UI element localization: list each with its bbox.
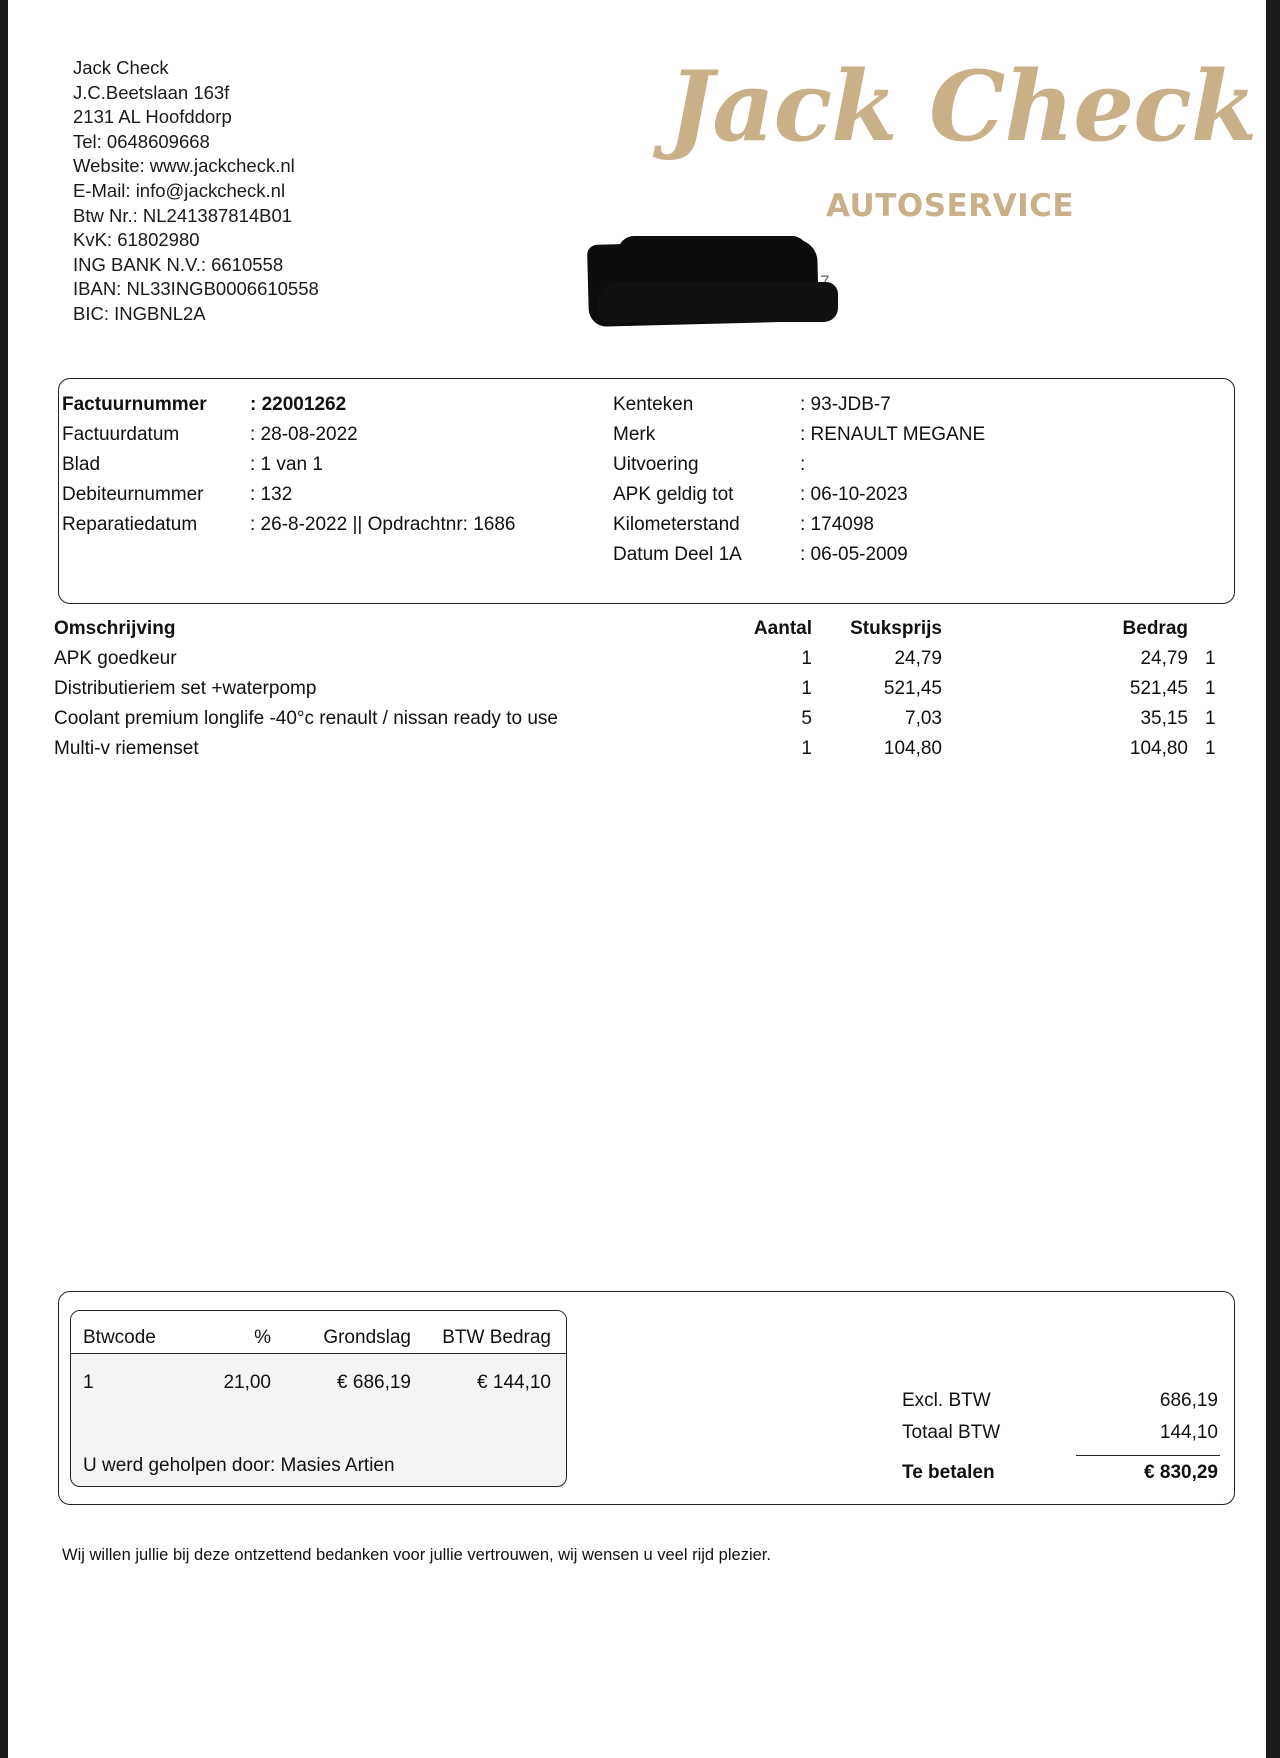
page-label: Blad (62, 454, 101, 475)
company-phone: Tel: 0648609668 (73, 130, 210, 152)
vat-col-amount: BTW Bedrag (442, 1327, 551, 1348)
version-value: : (800, 454, 806, 475)
brand-label: Merk (613, 424, 656, 445)
vat-amount: € 144,10 (477, 1372, 551, 1393)
item-desc: Multi-v riemenset (54, 738, 199, 759)
registration-date-value: : 06-05-2009 (800, 544, 908, 565)
company-email: E-Mail: info@jackcheck.nl (73, 179, 286, 201)
company-street: J.C.Beetslaan 163f (73, 81, 230, 103)
item-unit-price: 24,79 (894, 648, 942, 669)
vat-col-base: Grondslag (323, 1327, 411, 1348)
vat-col-percent: % (254, 1327, 271, 1348)
license-plate-label: Kenteken (613, 394, 694, 415)
vat-col-code: Btwcode (83, 1327, 156, 1348)
col-description: Omschrijving (54, 618, 176, 639)
item-vat-code: 1 (1205, 738, 1216, 759)
vat-base: € 686,19 (337, 1372, 411, 1393)
apk-valid-label: APK geldig tot (613, 484, 734, 505)
page-value: : 1 van 1 (250, 454, 323, 475)
invoice-page (8, 0, 1266, 1758)
item-desc: Distributieriem set +waterpomp (54, 678, 317, 699)
brand-value: : RENAULT MEGANE (800, 424, 986, 445)
vat-summary-table (70, 1310, 567, 1487)
vat-percent: 21,00 (223, 1372, 271, 1393)
footer-thanks: Wij willen jullie bij deze ontzettend bedanken voor jullie vertrouwen, wij wensen u veel rijd plezier. (62, 1546, 771, 1564)
repair-date-label: Reparatiedatum (62, 514, 198, 535)
amount-due-value: € 830,29 (1144, 1462, 1218, 1483)
item-vat-code: 1 (1205, 678, 1216, 699)
logo-subtitle: AUTOSERVICE (826, 188, 1075, 224)
item-desc: Coolant premium longlife -40°c renault / nissan ready to use (54, 708, 558, 729)
license-plate-value: : 93-JDB-7 (800, 394, 891, 415)
registration-date-label: Datum Deel 1A (613, 544, 742, 565)
company-website: Website: www.jackcheck.nl (73, 155, 295, 177)
version-label: Uitvoering (613, 454, 699, 475)
company-kvk: KvK: 61802980 (73, 229, 200, 251)
mileage-label: Kilometerstand (613, 514, 740, 535)
item-qty: 1 (801, 678, 812, 699)
apk-valid-value: : 06-10-2023 (800, 484, 908, 505)
item-unit-price: 7,03 (905, 708, 942, 729)
item-unit-price: 521,45 (883, 678, 942, 699)
col-quantity: Aantal (753, 618, 812, 639)
company-bank: ING BANK N.V.: 6610558 (73, 253, 284, 275)
repair-date-value: : 26-8-2022 || Opdrachtnr: 1686 (250, 514, 516, 535)
invoice-number-value: : 22001262 (250, 394, 347, 415)
item-vat-code: 1 (1205, 648, 1216, 669)
totals-divider (1076, 1455, 1220, 1456)
invoice-date-label: Factuurdatum (62, 424, 180, 445)
vat-code: 1 (83, 1372, 94, 1393)
col-unit-price: Stuksprijs (850, 618, 942, 639)
col-amount: Bedrag (1122, 618, 1188, 639)
total-vat-label: Totaal BTW (902, 1422, 1001, 1443)
debtor-number-value: : 132 (250, 484, 293, 505)
invoice-number-label: Factuurnummer (62, 394, 207, 415)
company-name: Jack Check (73, 57, 169, 78)
item-qty: 1 (801, 648, 812, 669)
excl-vat-label: Excl. BTW (902, 1390, 991, 1411)
amount-due-label: Te betalen (902, 1462, 995, 1483)
item-qty: 5 (801, 708, 812, 729)
item-qty: 1 (801, 738, 812, 759)
item-unit-price: 104,80 (883, 738, 942, 759)
item-amount: 521,45 (1129, 678, 1188, 699)
company-iban: IBAN: NL33INGB0006610558 (73, 278, 319, 300)
debtor-number-label: Debiteurnummer (62, 484, 204, 505)
item-amount: 35,15 (1140, 708, 1188, 729)
company-address (73, 56, 319, 327)
invoice-date-value: : 28-08-2022 (250, 424, 358, 445)
total-vat-value: 144,10 (1159, 1422, 1218, 1443)
company-city: 2131 AL Hoofddorp (73, 106, 232, 128)
company-vat-number: Btw Nr.: NL241387814B01 (73, 204, 293, 226)
mileage-value: : 174098 (800, 514, 874, 535)
excl-vat-value: 686,19 (1159, 1390, 1218, 1411)
item-vat-code: 1 (1205, 708, 1216, 729)
logo-script: Jack Check (668, 50, 1257, 163)
item-desc: APK goedkeur (54, 648, 177, 669)
helped-by: U werd geholpen door: Masies Artien (83, 1455, 395, 1476)
company-bic: BIC: INGBNL2A (73, 302, 206, 324)
item-amount: 104,80 (1129, 738, 1188, 759)
item-amount: 24,79 (1140, 648, 1188, 669)
redacted-customer-address (588, 236, 838, 328)
